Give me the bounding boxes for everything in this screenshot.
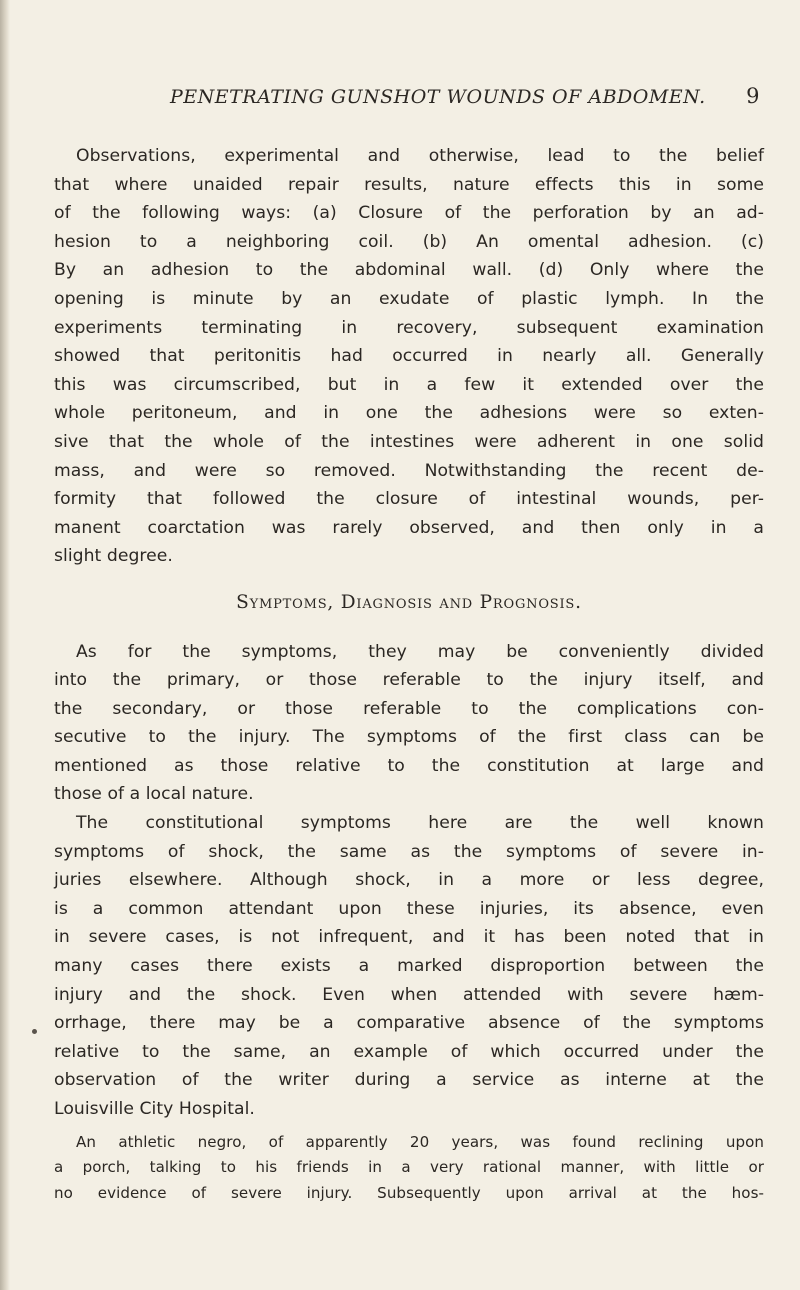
text-line: into the primary, or those referable to the injury itself, and — [54, 670, 764, 691]
text-line: mentioned as those relative to the constitution at large and — [54, 755, 764, 776]
text-line: An athletic negro, of apparently 20 years, was found reclining upon — [76, 1132, 764, 1151]
text-line: Observations, experimental and otherwise, lead to the belief — [76, 146, 764, 166]
text-line: formity that followed the closure of intestinal wounds, per- — [54, 489, 764, 510]
text-line: those of a local nature. — [54, 784, 254, 805]
text-line: experiments terminating in recovery, subsequent examination — [54, 317, 764, 338]
text-line: opening is minute by an exudate of plastic lymph. In the — [54, 288, 764, 309]
paragraph-3 — [54, 809, 764, 1124]
text-line: injury and the shock. Even when attended with severe hæm- — [54, 984, 764, 1005]
paragraph-1 — [54, 142, 764, 571]
text-line: showed that peritonitis had occurred in nearly all. Generally — [54, 346, 764, 367]
page-body — [54, 142, 764, 1206]
text-line: that where unaided repair results, nature effects this in some — [54, 174, 764, 195]
text-line: is a common attendant upon these injuries, its absence, even — [54, 898, 764, 919]
paragraph-2 — [54, 638, 764, 810]
running-title: PENETRATING GUNSHOT WOUNDS OF ABDOMEN. — [170, 86, 706, 108]
text-line: As for the symptoms, they may be conveniently divided — [76, 641, 764, 662]
text-line: observation of the writer during a service as interne at the — [54, 1070, 764, 1091]
text-line: in severe cases, is not infrequent, and it has been noted that in — [54, 927, 764, 948]
text-line: slight degree. — [54, 546, 173, 567]
text-line: no evidence of severe injury. Subsequently upon arrival at the hos- — [54, 1183, 764, 1202]
text-line: orrhage, there may be a comparative absence of the symptoms — [54, 1013, 764, 1034]
text-line: secutive to the injury. The symptoms of the first class can be — [54, 727, 764, 748]
book-spine-edge — [0, 0, 10, 1290]
text-line: a porch, talking to his friends in a very rational manner, with little or — [54, 1158, 764, 1177]
page-number: 9 — [746, 84, 760, 108]
text-line: symptoms of shock, the same as the symptoms of severe in- — [54, 841, 764, 862]
text-line: relative to the same, an example of which occurred under the — [54, 1041, 764, 1062]
running-header — [170, 84, 760, 114]
text-line: whole peritoneum, and in one the adhesions were so exten- — [54, 403, 764, 424]
margin-speck — [32, 1029, 37, 1034]
section-heading: Symptoms, Diagnosis and Prognosis. — [236, 591, 582, 613]
text-line: Louisville City Hospital. — [54, 1099, 255, 1119]
case-report-paragraph — [54, 1130, 764, 1207]
text-line: The constitutional symptoms here are the well known — [76, 813, 764, 834]
text-line: sive that the whole of the intestines were adherent in one solid — [54, 431, 764, 452]
text-line: of the following ways: (a) Closure of the perforation by an ad- — [54, 203, 764, 224]
text-line: this was circumscribed, but in a few it extended over the — [54, 374, 764, 395]
text-line: manent coarctation was rarely observed, and then only in a — [54, 517, 764, 538]
text-line: the secondary, or those referable to the complications con- — [54, 698, 764, 719]
text-line: juries elsewhere. Although shock, in a more or less degree, — [54, 870, 764, 891]
text-line: mass, and were so removed. Notwithstanding the recent de- — [54, 460, 764, 481]
text-line: By an adhesion to the abdominal wall. (d) Only where the — [54, 260, 764, 281]
text-line: hesion to a neighboring coil. (b) An omental adhesion. (c) — [54, 231, 764, 252]
text-line: many cases there exists a marked disproportion between the — [54, 956, 764, 977]
